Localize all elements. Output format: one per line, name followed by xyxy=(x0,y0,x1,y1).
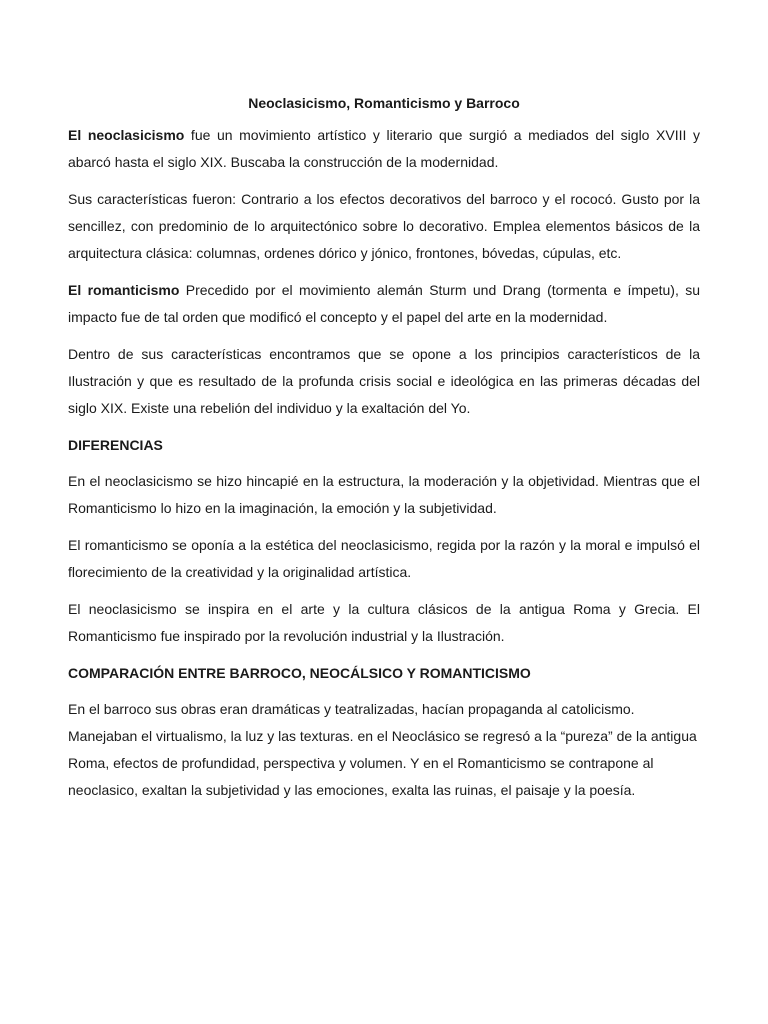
paragraph-diferencia-1: En el neoclasicismo se hizo hincapié en la estructura, la moderación y la objetividad. Mientras que el Romanticismo lo hizo en la imaginación, la emoción y la subjetividad. xyxy=(68,473,700,516)
heading-diferencias: DIFERENCIAS xyxy=(68,437,163,453)
paragraph-lead-neoclasicismo: El neoclasicismo xyxy=(68,127,185,143)
paragraph-lead-romanticismo: El romanticismo xyxy=(68,282,180,298)
document-page xyxy=(68,94,700,814)
paragraph-text-neoclasicismo: fue un movimiento artístico y literario que surgió a mediados del siglo XVIII y abarcó hasta el siglo XIX. Buscaba la construcción de la modernidad. xyxy=(68,127,700,170)
paragraph-romanticismo-intro xyxy=(68,277,700,331)
paragraph-comparacion: En el barroco sus obras eran dramáticas y teatralizadas, hacían propaganda al catolicismo. Manejaban el virtualismo, la luz y las texturas. en el Neoclásico se regresó a la “pureza” de la antigua Roma, efectos de profundidad, perspectiva y volumen. Y en el Romanticismo se contrapone al neoclasico, exaltan la subjetividad y las emociones, exalta las ruinas, el paisaje y la poesía. xyxy=(68,701,697,798)
heading-comparacion: COMPARACIÓN ENTRE BARROCO, NEOCÁLSICO Y ROMANTICISMO xyxy=(68,665,531,681)
paragraph-neoclasicismo-intro xyxy=(68,122,700,176)
paragraph-neoclasicismo-caracteristicas: Sus características fueron: Contrario a los efectos decorativos del barroco y el rococó. Gusto por la sencillez, con predominio de lo arquitectónico sobre lo decorativo. Emplea elementos básicos de la arquitectura clásica: columnas, ordenes dórico y jónico, frontones, bóvedas, cúpulas, etc. xyxy=(68,191,700,261)
paragraph-diferencia-2: El romanticismo se oponía a la estética del neoclasicismo, regida por la razón y la moral e impulsó el florecimiento de la creatividad y la originalidad artística. xyxy=(68,537,700,580)
document-title: Neoclasicismo, Romanticismo y Barroco xyxy=(248,95,520,111)
paragraph-romanticismo-caracteristicas: Dentro de sus características encontramos que se opone a los principios característicos de la Ilustración y que es resultado de la profunda crisis social e ideológica en las primeras décadas del siglo XIX. Existe una rebelión del individuo y la exaltación del Yo. xyxy=(68,346,700,416)
paragraph-diferencia-3: El neoclasicismo se inspira en el arte y la cultura clásicos de la antigua Roma y Grecia. El Romanticismo fue inspirado por la revolución industrial y la Ilustración. xyxy=(68,601,700,644)
paragraph-text-romanticismo: Precedido por el movimiento alemán Sturm und Drang (tormenta e ímpetu), su impacto fue de tal orden que modificó el concepto y el papel del arte en la modernidad. xyxy=(68,282,700,325)
